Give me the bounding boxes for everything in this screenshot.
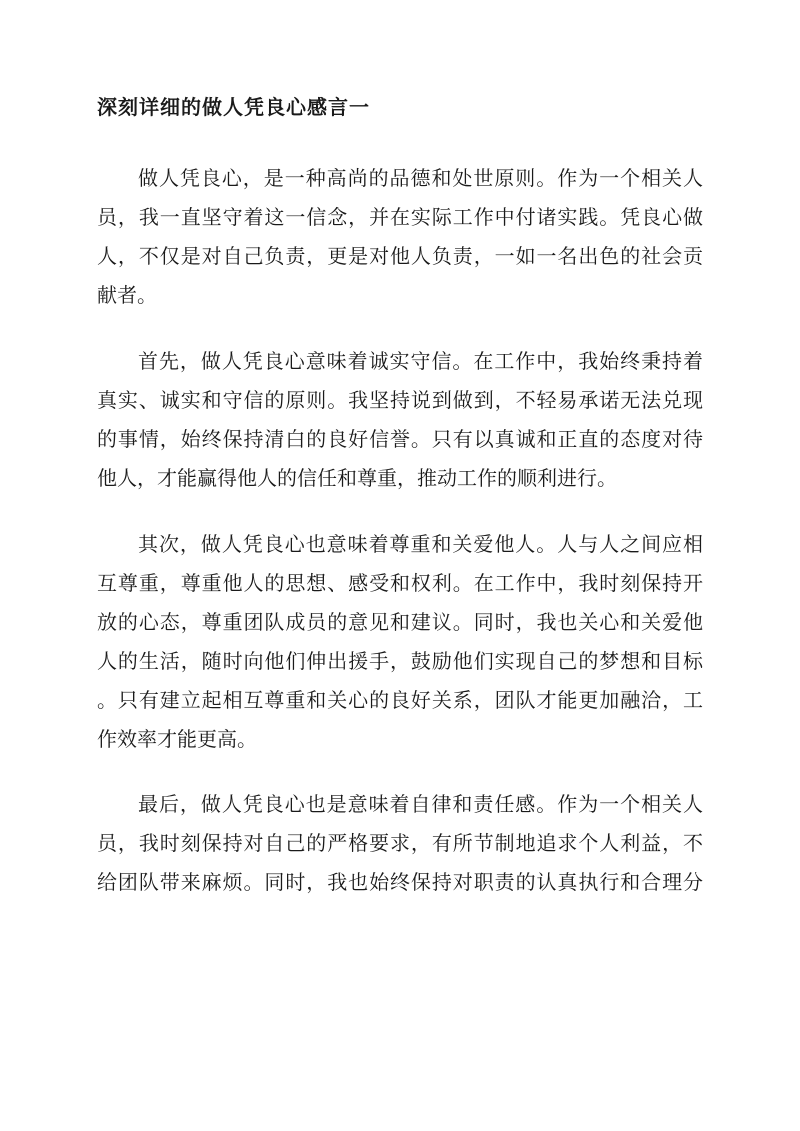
paragraph-1-line-3: 人，不仅是对自己负责，更是对他人负责，一如一名出色的社会贡 [97,244,703,268]
paragraph-3-line-2: 互尊重，尊重他人的思想、感受和权利。在工作中，我时刻保持开 [97,571,703,595]
paragraph-3-line-3: 放的心态，尊重团队成员的意见和建议。同时，我也关心和关爱他 [97,610,703,634]
paragraph-4-line-2: 员，我时刻保持对自己的严格要求，有所节制地追求个人利益，不 [97,831,703,855]
paragraph-3-line-1: 其次，做人凭良心也意味着尊重和关爱他人。人与人之间应相 [138,532,703,556]
document-title: 深刻详细的做人凭良心感言一 [97,95,370,119]
paragraph-2-line-4: 他人，才能赢得他人的信任和尊重，推动工作的顺利进行。 [97,466,617,490]
paragraph-1-line-1: 做人凭良心，是一种高尚的品德和处世原则。作为一个相关人 [138,166,703,190]
paragraph-1-line-2: 员，我一直坚守着这一信念，并在实际工作中付诸实践。凭良心做 [97,205,703,229]
paragraph-3-line-6: 作效率才能更高。 [97,727,257,751]
paragraph-1-line-4: 献者。 [97,283,157,307]
paragraph-3-line-4: 人的生活，随时向他们伸出援手，鼓励他们实现自己的梦想和目标 [97,649,703,673]
paragraph-4-line-3: 给团队带来麻烦。同时，我也始终保持对职责的认真执行和合理分 [97,870,703,894]
paragraph-2-line-1: 首先，做人凭良心意味着诚实守信。在工作中，我始终秉持着 [138,349,703,373]
paragraph-3-line-5: 。只有建立起相互尊重和关心的良好关系，团队才能更加融洽，工 [97,688,703,712]
paragraph-2-line-2: 真实、诚实和守信的原则。我坚持说到做到，不轻易承诺无法兑现 [97,388,703,412]
paragraph-2-line-3: 的事情，始终保持清白的良好信誉。只有以真诚和正直的态度对待 [97,427,703,451]
paragraph-4-line-1: 最后，做人凭良心也是意味着自律和责任感。作为一个相关人 [138,792,703,816]
